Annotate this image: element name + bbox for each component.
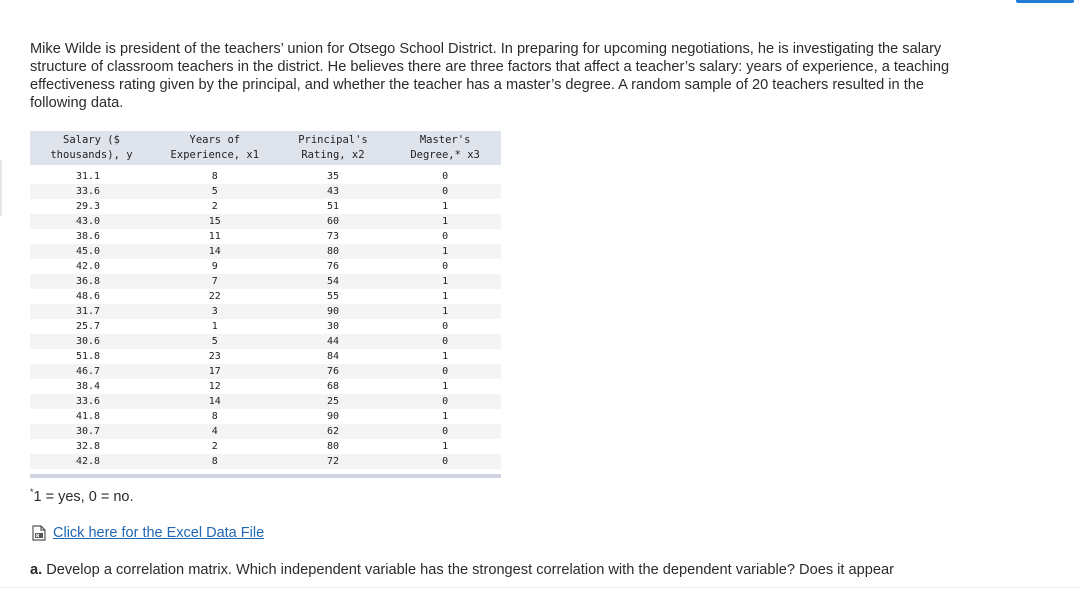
cell-salary: 46.7 [30,364,153,379]
cell-experience: 2 [153,439,277,454]
cell-rating: 90 [277,409,390,424]
table-row [30,169,501,184]
cell-salary: 31.1 [30,169,153,184]
cell-salary: 31.7 [30,304,153,319]
left-edge-marker [0,160,2,216]
cell-experience: 7 [153,274,277,289]
cell-experience: 1 [153,319,277,334]
cell-salary: 43.0 [30,214,153,229]
table-row [30,409,501,424]
problem-intro: Mike Wilde is president of the teachers’ union for Otsego School District. In preparing for upcoming negotiations, he is investigating the salary structure of classroom teachers in the district. He believes there are three factors that affect a teacher’s salary: years of experience, a teaching effectiveness rating given by the principal, and whether the teacher has a master’s degree. A random sample of 20 teachers resulted in the following data. [30,41,950,111]
cell-rating: 80 [277,244,390,259]
header-rating: Principal's Rating, x2 [277,131,390,165]
cell-rating: 25 [277,394,390,409]
table-row [30,349,501,364]
cell-experience: 15 [153,214,277,229]
cell-degree: 0 [389,334,501,349]
cell-experience: 14 [153,244,277,259]
footnote-text: 1 = yes, 0 = no. [33,488,134,505]
cell-degree: 0 [389,229,501,244]
cell-degree: 1 [389,349,501,364]
cell-degree: 1 [389,244,501,259]
cell-rating: 51 [277,199,390,214]
cell-salary: 29.3 [30,199,153,214]
cell-rating: 35 [277,169,390,184]
cell-rating: 72 [277,454,390,469]
cell-experience: 23 [153,349,277,364]
top-accent-bar [1016,0,1074,3]
cell-rating: 76 [277,259,390,274]
cell-experience: 2 [153,199,277,214]
cell-rating: 84 [277,349,390,364]
cell-salary: 42.0 [30,259,153,274]
cell-salary: 25.7 [30,319,153,334]
cell-experience: 12 [153,379,277,394]
cell-rating: 30 [277,319,390,334]
header-salary-text: thousands), y [50,149,133,161]
cell-experience: 5 [153,334,277,349]
cell-rating: 76 [277,364,390,379]
footnote-marker: * [30,487,34,497]
table-row [30,439,501,454]
cell-rating: 55 [277,289,390,304]
table-row [30,274,501,289]
teacher-salary-table [30,131,501,469]
cell-degree: 0 [389,169,501,184]
table-row [30,424,501,439]
cell-degree: 1 [389,289,501,304]
cell-degree: 0 [389,364,501,379]
cell-salary: 36.8 [30,274,153,289]
cell-experience: 8 [153,409,277,424]
table-row [30,394,501,409]
table-row [30,304,501,319]
cell-rating: 62 [277,424,390,439]
question-label: a. [30,562,43,578]
cell-degree: 0 [389,184,501,199]
cell-rating: 68 [277,379,390,394]
cell-experience: 9 [153,259,277,274]
table-row [30,334,501,349]
cell-salary: 30.6 [30,334,153,349]
excel-data-link[interactable]: Click here for the Excel Data File [53,525,265,541]
cell-degree: 1 [389,379,501,394]
excel-file-icon[interactable] [31,525,47,541]
cell-salary: 33.6 [30,184,153,199]
cell-salary: 38.6 [30,229,153,244]
cell-experience: 17 [153,364,277,379]
table-row [30,244,501,259]
table-row [30,229,501,244]
cell-salary: 51.8 [30,349,153,364]
table-body [30,165,501,469]
header-salary-sub [34,148,149,163]
cell-salary: 32.8 [30,439,153,454]
cell-experience: 4 [153,424,277,439]
cell-salary: 45.0 [30,244,153,259]
excel-link-container [31,525,264,541]
table-bottom-rule [30,474,501,478]
table-row [30,259,501,274]
cell-degree: 0 [389,259,501,274]
cell-salary: 42.8 [30,454,153,469]
cell-rating: 43 [277,184,390,199]
footnote [30,487,133,505]
header-experience: Years of Experience, x1 [153,131,277,165]
cell-experience: 3 [153,304,277,319]
cell-degree: 0 [389,454,501,469]
table-row [30,199,501,214]
cell-salary: 41.8 [30,409,153,424]
cell-degree: 0 [389,394,501,409]
cell-rating: 73 [277,229,390,244]
cell-degree: 1 [389,214,501,229]
cell-degree: 1 [389,409,501,424]
data-table-container [30,131,501,478]
cell-experience: 8 [153,169,277,184]
cell-experience: 5 [153,184,277,199]
cell-experience: 22 [153,289,277,304]
question-a [30,562,894,578]
cell-salary: 38.4 [30,379,153,394]
table-row [30,289,501,304]
table-row [30,319,501,334]
cell-rating: 80 [277,439,390,454]
table-header-row [30,131,501,165]
cell-rating: 44 [277,334,390,349]
cell-degree: 1 [389,304,501,319]
cell-experience: 14 [153,394,277,409]
cell-degree: 0 [389,319,501,334]
cell-experience: 11 [153,229,277,244]
cell-rating: 54 [277,274,390,289]
cell-degree: 1 [389,274,501,289]
header-salary: Salary ($ thousands), y [30,131,153,165]
cell-rating: 90 [277,304,390,319]
table-row [30,364,501,379]
question-text: Develop a correlation matrix. Which independent variable has the strongest correlation with the dependent variable? Does it appear [42,562,894,578]
bottom-divider [0,587,1080,588]
cell-salary: 30.7 [30,424,153,439]
cell-salary: 48.6 [30,289,153,304]
cell-rating: 60 [277,214,390,229]
cell-salary: 33.6 [30,394,153,409]
cell-experience: 8 [153,454,277,469]
cell-degree: 1 [389,199,501,214]
table-row [30,454,501,469]
header-degree: Master's Degree,* x3 [389,131,501,165]
table-row [30,184,501,199]
cell-degree: 0 [389,424,501,439]
table-row [30,214,501,229]
cell-degree: 1 [389,439,501,454]
table-row [30,379,501,394]
